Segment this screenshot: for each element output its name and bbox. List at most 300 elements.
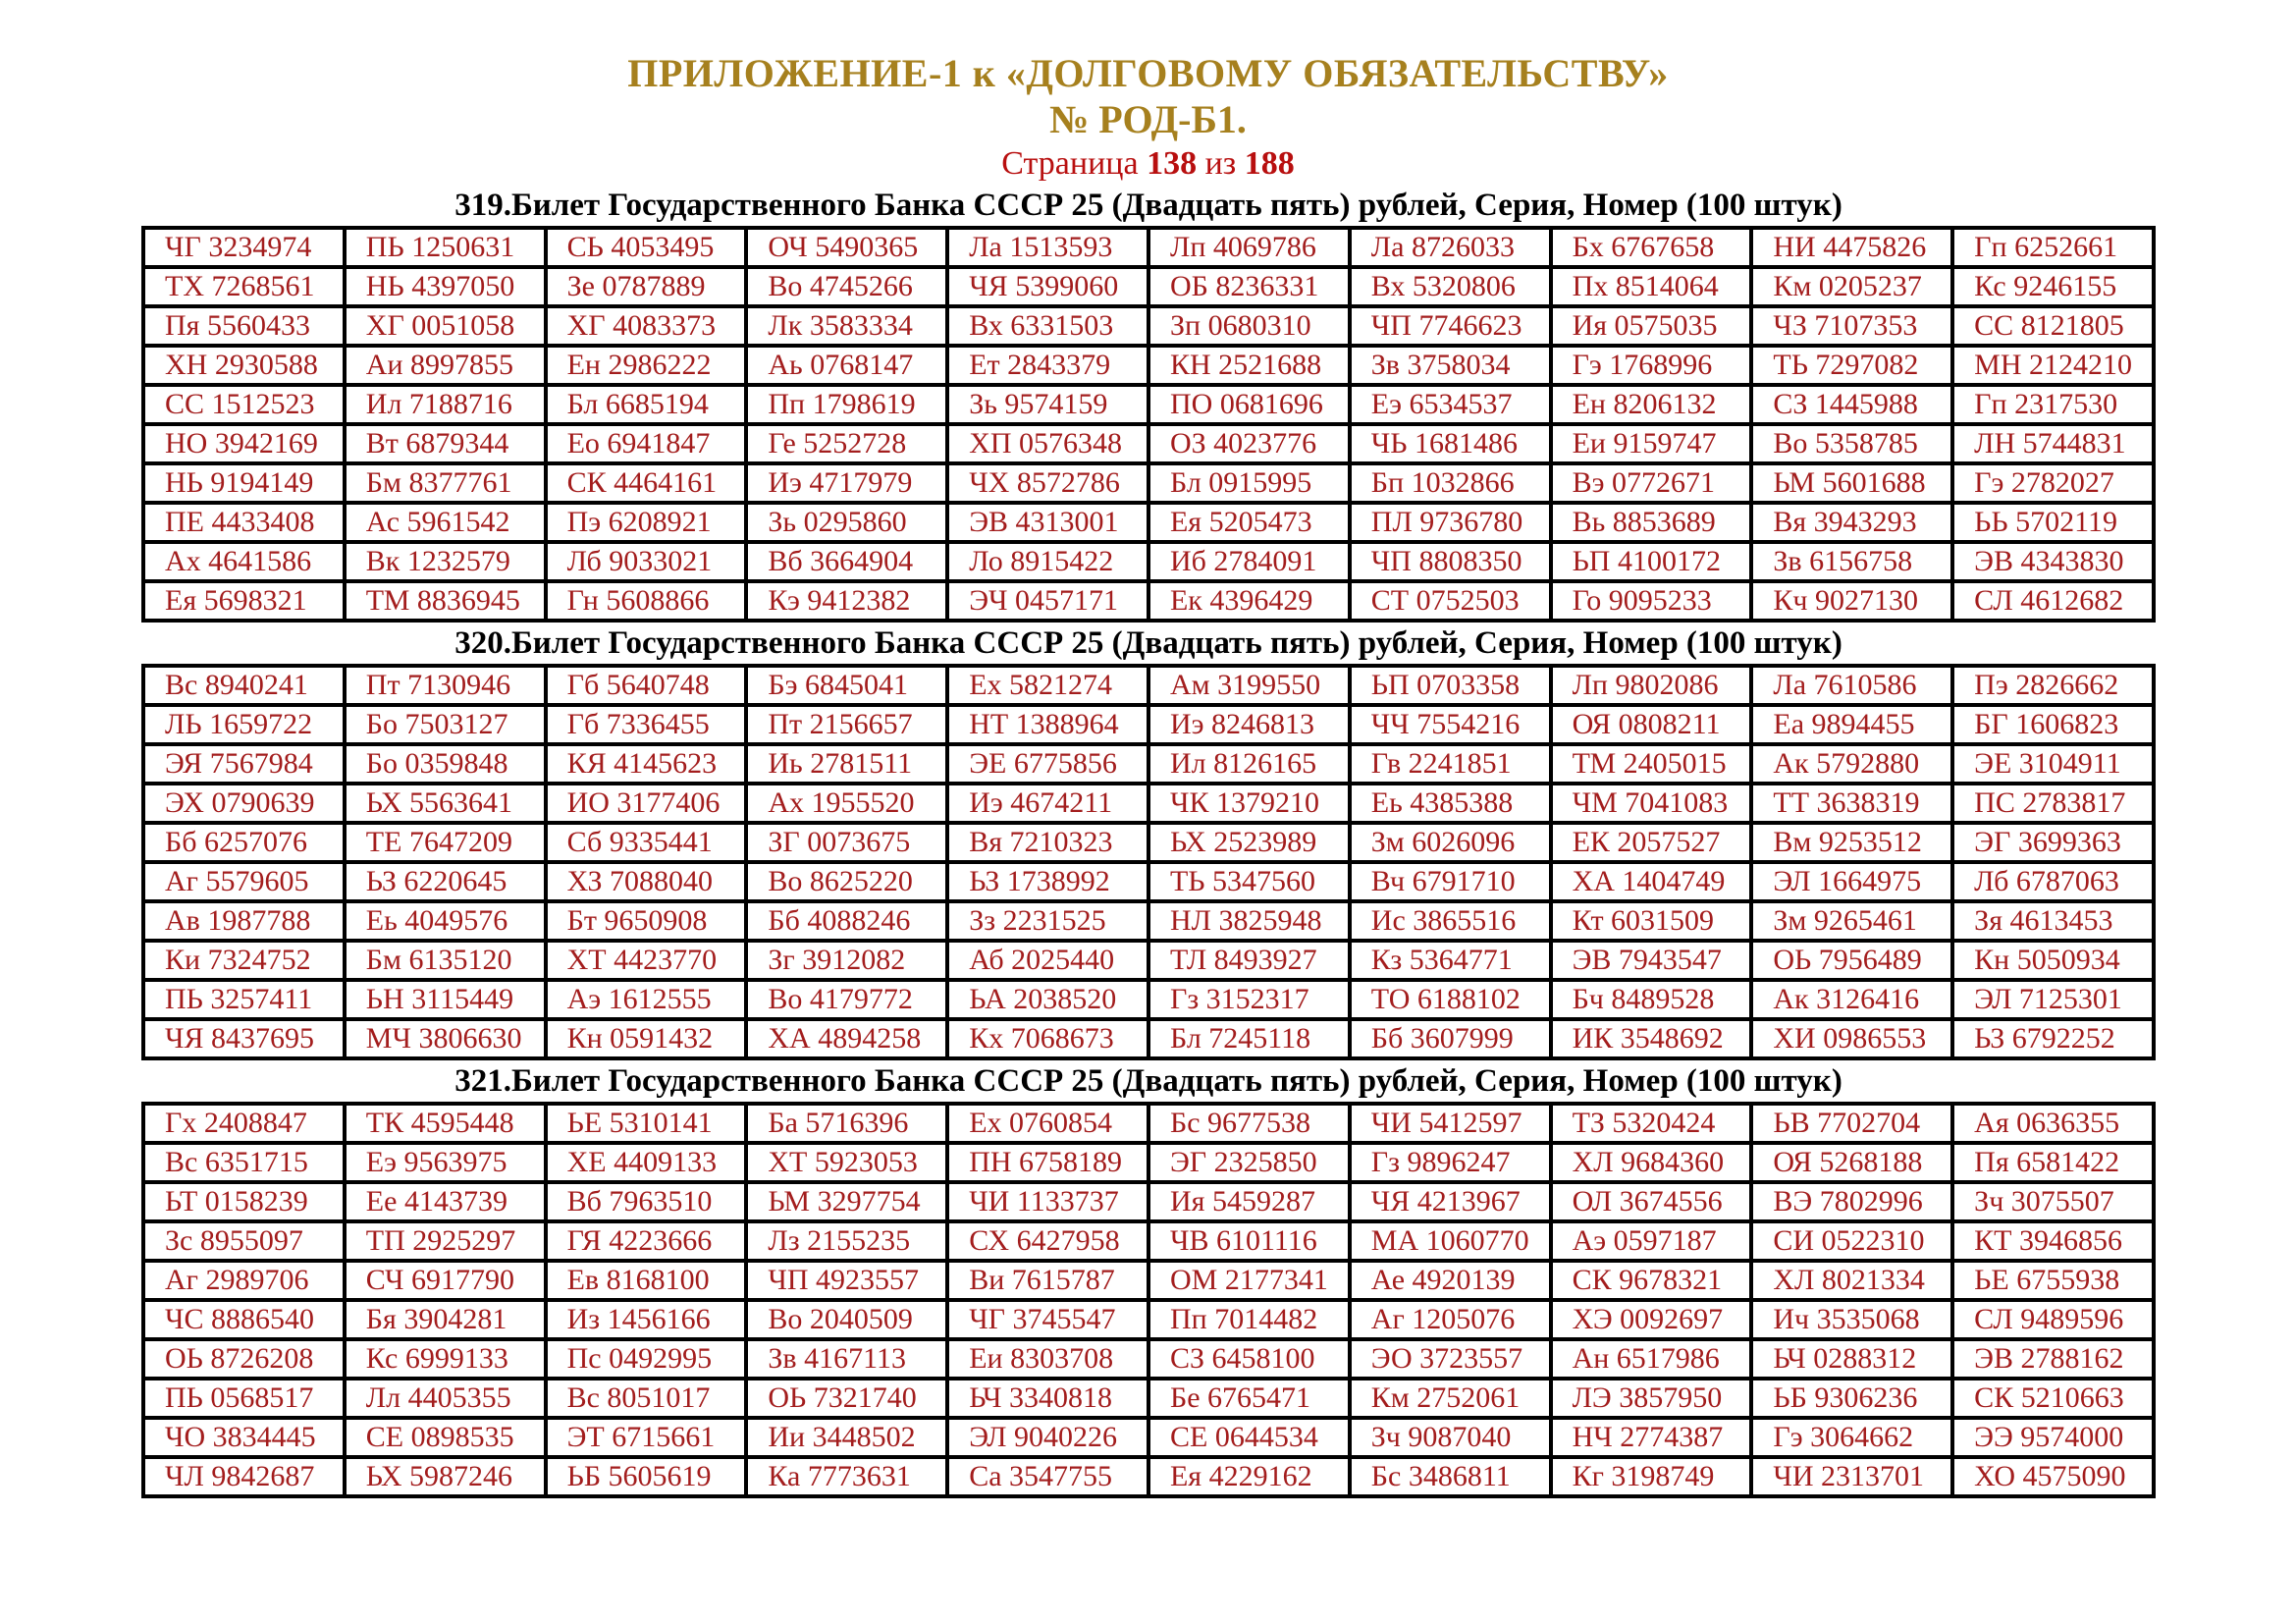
serial-cell: МЧ 3806630 (345, 1019, 546, 1058)
serial-cell: ЧК 1379210 (1148, 784, 1350, 823)
serial-cell: Еэ 6534537 (1350, 385, 1551, 424)
table-row (143, 1221, 2154, 1261)
serial-cell: Бе 6765471 (1148, 1379, 1350, 1418)
serial-cell: ЧВ 6101116 (1148, 1221, 1350, 1261)
serial-cell: ЧИ 5412597 (1350, 1104, 1551, 1143)
serials-table-321 (141, 1102, 2156, 1498)
serial-cell: Зг 3912082 (746, 941, 947, 980)
serial-cell: ТК 4595448 (345, 1104, 546, 1143)
serial-cell: Бт 9650908 (546, 901, 747, 941)
table-row (143, 267, 2154, 306)
serial-cell: Бс 3486811 (1350, 1457, 1551, 1496)
table-row (143, 901, 2154, 941)
serial-cell: ЬХ 5563641 (345, 784, 546, 823)
serial-cell: Вб 7963510 (546, 1182, 747, 1221)
serial-cell: Во 5358785 (1751, 424, 1952, 463)
serial-cell: Гэ 3064662 (1751, 1418, 1952, 1457)
serial-cell: ЬВ 7702704 (1751, 1104, 1952, 1143)
serial-cell: ХЗ 7088040 (546, 862, 747, 901)
serial-cell: ЬЧ 3340818 (947, 1379, 1148, 1418)
serial-cell: ИО 3177406 (546, 784, 747, 823)
serial-cell: Гэ 1768996 (1551, 346, 1752, 385)
serial-cell: ХГ 0051058 (345, 306, 546, 346)
serial-cell: ОЗ 4023776 (1148, 424, 1350, 463)
serial-cell: Зч 9087040 (1350, 1418, 1551, 1457)
table-title-319: 319.Билет Государственного Банка СССР 25 (Двадцать пять) рублей, Серия, Номер (100 штук) (454, 188, 1842, 223)
serial-cell: ЧЛ 9842687 (143, 1457, 345, 1496)
serial-cell: Пт 7130946 (345, 666, 546, 705)
serial-cell: Вч 6791710 (1350, 862, 1551, 901)
serial-cell: Ис 3865516 (1350, 901, 1551, 941)
serial-cell: Ек 4396429 (1148, 581, 1350, 621)
serial-cell: СЬ 4053495 (546, 228, 747, 267)
serial-cell: Бл 7245118 (1148, 1019, 1350, 1058)
table-row (143, 346, 2154, 385)
table-row (143, 862, 2154, 901)
serial-cell: Во 4745266 (746, 267, 947, 306)
serial-cell: ГЯ 4223666 (546, 1221, 747, 1261)
serial-cell: ЧГ 3234974 (143, 228, 345, 267)
serial-cell: Ак 5792880 (1751, 744, 1952, 784)
serial-cell: Пп 7014482 (1148, 1300, 1350, 1339)
serial-cell: ЗГ 0073675 (746, 823, 947, 862)
serial-cell: Аь 0768147 (746, 346, 947, 385)
serial-cell: Кс 9246155 (1952, 267, 2154, 306)
serial-cell: Еь 4385388 (1350, 784, 1551, 823)
serial-cell: Зя 4613453 (1952, 901, 2154, 941)
serial-cell: Ея 5698321 (143, 581, 345, 621)
serial-cell: ТТ 3638319 (1751, 784, 1952, 823)
serial-cell: Ав 1987788 (143, 901, 345, 941)
serial-cell: ХА 1404749 (1551, 862, 1752, 901)
serial-cell: ЧЯ 8437695 (143, 1019, 345, 1058)
serial-cell: СТ 0752503 (1350, 581, 1551, 621)
serial-cell: ЧС 8886540 (143, 1300, 345, 1339)
serial-cell: Зв 4167113 (746, 1339, 947, 1379)
serial-cell: Пя 5560433 (143, 306, 345, 346)
serial-cell: НЛ 3825948 (1148, 901, 1350, 941)
serial-cell: ЧЯ 5399060 (947, 267, 1148, 306)
table-row (143, 744, 2154, 784)
serial-cell: ПС 2783817 (1952, 784, 2154, 823)
serial-cell: Иэ 8246813 (1148, 705, 1350, 744)
serial-cell: Бм 8377761 (345, 463, 546, 503)
table-row (143, 1300, 2154, 1339)
table-row (143, 581, 2154, 621)
serial-cell: СК 9678321 (1551, 1261, 1752, 1300)
serial-cell: Аэ 0597187 (1551, 1221, 1752, 1261)
serial-cell: ЬЕ 6755938 (1952, 1261, 2154, 1300)
serial-cell: Лб 9033021 (546, 542, 747, 581)
serial-cell: Зч 3075507 (1952, 1182, 2154, 1221)
serial-cell: ТМ 2405015 (1551, 744, 1752, 784)
serial-cell: Зв 3758034 (1350, 346, 1551, 385)
serial-cell: ЭЧ 0457171 (947, 581, 1148, 621)
serial-cell: Ет 2843379 (947, 346, 1148, 385)
serial-cell: ЧГ 3745547 (947, 1300, 1148, 1339)
serial-cell: КН 2521688 (1148, 346, 1350, 385)
serial-cell: ТО 6188102 (1350, 980, 1551, 1019)
serial-cell: ЧП 4923557 (746, 1261, 947, 1300)
serial-cell: ОБ 8236331 (1148, 267, 1350, 306)
serial-cell: ОЧ 5490365 (746, 228, 947, 267)
serial-cell: ЭЛ 7125301 (1952, 980, 2154, 1019)
serial-cell: Ах 1955520 (746, 784, 947, 823)
serial-cell: ВЭ 7802996 (1751, 1182, 1952, 1221)
table-title-321: 321.Билет Государственного Банка СССР 25 (Двадцать пять) рублей, Серия, Номер (100 штук) (454, 1063, 1842, 1099)
serial-cell: Кх 7068673 (947, 1019, 1148, 1058)
serial-cell: Лб 6787063 (1952, 862, 2154, 901)
serial-cell: Ам 3199550 (1148, 666, 1350, 705)
serial-cell: Ии 3448502 (746, 1418, 947, 1457)
serial-cell: Бл 0915995 (1148, 463, 1350, 503)
page-label: Страница (1001, 145, 1139, 182)
tables-area (141, 187, 2156, 1498)
serial-cell: Ви 7615787 (947, 1261, 1148, 1300)
serial-cell: ТЛ 8493927 (1148, 941, 1350, 980)
serial-cell: Ае 4920139 (1350, 1261, 1551, 1300)
serial-cell: ЬН 3115449 (345, 980, 546, 1019)
serial-cell: Бм 6135120 (345, 941, 546, 980)
serial-cell: СИ 0522310 (1751, 1221, 1952, 1261)
serial-cell: ЭГ 3699363 (1952, 823, 2154, 862)
serial-cell: ЬХ 5987246 (345, 1457, 546, 1496)
table-row (143, 1339, 2154, 1379)
table-row (143, 1457, 2154, 1496)
serial-cell: Аг 1205076 (1350, 1300, 1551, 1339)
serial-cell: Бо 0359848 (345, 744, 546, 784)
serial-cell: Зз 2231525 (947, 901, 1148, 941)
serial-cell: Из 1456166 (546, 1300, 747, 1339)
serial-cell: ЬЕ 5310141 (546, 1104, 747, 1143)
serial-cell: СХ 6427958 (947, 1221, 1148, 1261)
serial-cell: Бб 6257076 (143, 823, 345, 862)
table-title-320: 320.Билет Государственного Банка СССР 25 (Двадцать пять) рублей, Серия, Номер (100 штук) (454, 625, 1842, 661)
serial-cell: Зь 0295860 (746, 503, 947, 542)
serial-cell: Ас 5961542 (345, 503, 546, 542)
serial-cell: ЭЕ 3104911 (1952, 744, 2154, 784)
serial-cell: СЛ 9489596 (1952, 1300, 2154, 1339)
serial-cell: ХЕ 4409133 (546, 1143, 747, 1182)
serial-cell: ЭХ 0790639 (143, 784, 345, 823)
serial-cell: Пэ 6208921 (546, 503, 747, 542)
serial-cell: ТЬ 7297082 (1751, 346, 1952, 385)
serial-cell: Во 4179772 (746, 980, 947, 1019)
table-row (143, 941, 2154, 980)
serial-cell: ЭЛ 9040226 (947, 1418, 1148, 1457)
serial-cell: Кч 9027130 (1751, 581, 1952, 621)
serial-cell: ЛН 5744831 (1952, 424, 2154, 463)
serial-cell: ТЗ 5320424 (1551, 1104, 1752, 1143)
serial-cell: ЭТ 6715661 (546, 1418, 747, 1457)
serial-cell: НЬ 9194149 (143, 463, 345, 503)
table-row (143, 1182, 2154, 1221)
serial-cell: Зп 0680310 (1148, 306, 1350, 346)
serial-cell: Гв 2241851 (1350, 744, 1551, 784)
serial-cell: Пх 8514064 (1551, 267, 1752, 306)
serial-cell: ОЯ 0808211 (1551, 705, 1752, 744)
serial-cell: Лз 2155235 (746, 1221, 947, 1261)
serial-cell: НТ 1388964 (947, 705, 1148, 744)
serial-cell: Бп 1032866 (1350, 463, 1551, 503)
serial-cell: КЯ 4145623 (546, 744, 747, 784)
table-row (143, 1019, 2154, 1058)
serial-cell: Гп 6252661 (1952, 228, 2154, 267)
serial-cell: ЭО 3723557 (1350, 1339, 1551, 1379)
serial-cell: ЬЬ 5702119 (1952, 503, 2154, 542)
serial-cell: СЕ 0898535 (345, 1418, 546, 1457)
serial-cell: ЧЗ 7107353 (1751, 306, 1952, 346)
serial-cell: СЛ 4612682 (1952, 581, 2154, 621)
serial-cell: ЬБ 5605619 (546, 1457, 747, 1496)
serial-cell: Кэ 9412382 (746, 581, 947, 621)
serial-cell: Ки 7324752 (143, 941, 345, 980)
page-of-word: из (1204, 145, 1237, 182)
serial-cell: Лк 3583334 (746, 306, 947, 346)
table-row (143, 542, 2154, 581)
serial-cell: ХП 0576348 (947, 424, 1148, 463)
serial-cell: Гз 9896247 (1350, 1143, 1551, 1182)
table-row (143, 705, 2154, 744)
serial-cell: Кн 0591432 (546, 1019, 747, 1058)
serial-cell: Ла 1513593 (947, 228, 1148, 267)
serial-cell: Ан 6517986 (1551, 1339, 1752, 1379)
serial-cell: Ак 3126416 (1751, 980, 1952, 1019)
serial-cell: Бб 4088246 (746, 901, 947, 941)
serial-cell: НЧ 2774387 (1551, 1418, 1752, 1457)
serials-table-320 (141, 664, 2156, 1060)
serial-cell: НИ 4475826 (1751, 228, 1952, 267)
serial-cell: ЬМ 3297754 (746, 1182, 947, 1221)
serial-cell: Ео 6941847 (546, 424, 747, 463)
serial-cell: СЕ 0644534 (1148, 1418, 1350, 1457)
serial-cell: ПЛ 9736780 (1350, 503, 1551, 542)
serial-cell: ЧО 3834445 (143, 1418, 345, 1457)
serial-cell: Ен 8206132 (1551, 385, 1752, 424)
serial-cell: Иб 2784091 (1148, 542, 1350, 581)
serial-cell: ОМ 2177341 (1148, 1261, 1350, 1300)
serial-cell: Вс 8940241 (143, 666, 345, 705)
serial-cell: СЗ 1445988 (1751, 385, 1952, 424)
serial-cell: Кг 3198749 (1551, 1457, 1752, 1496)
serial-cell: Пя 6581422 (1952, 1143, 2154, 1182)
serial-cell: ОЬ 7956489 (1751, 941, 1952, 980)
serial-cell: ЬХ 2523989 (1148, 823, 1350, 862)
serial-cell: ЧЬ 1681486 (1350, 424, 1551, 463)
serial-cell: ЧИ 1133737 (947, 1182, 1148, 1221)
serial-cell: ЛЬ 1659722 (143, 705, 345, 744)
serial-cell: ОЯ 5268188 (1751, 1143, 1952, 1182)
serial-cell: Ге 5252728 (746, 424, 947, 463)
serial-cell: ХН 2930588 (143, 346, 345, 385)
table-row (143, 1104, 2154, 1143)
serial-cell: ТХ 7268561 (143, 267, 345, 306)
table-row (143, 1261, 2154, 1300)
serial-cell: Во 2040509 (746, 1300, 947, 1339)
serial-cell: Ба 5716396 (746, 1104, 947, 1143)
serial-cell: ПО 0681696 (1148, 385, 1350, 424)
serial-cell: НО 3942169 (143, 424, 345, 463)
serial-cell: ЧП 8808350 (1350, 542, 1551, 581)
serial-cell: ИК 3548692 (1551, 1019, 1752, 1058)
serial-cell: Иэ 4674211 (947, 784, 1148, 823)
serial-cell: Пс 0492995 (546, 1339, 747, 1379)
serial-cell: Сб 9335441 (546, 823, 747, 862)
serial-cell: Ил 7188716 (345, 385, 546, 424)
serial-cell: Зм 9265461 (1751, 901, 1952, 941)
serial-cell: ХО 4575090 (1952, 1457, 2154, 1496)
serial-cell: ПЬ 0568517 (143, 1379, 345, 1418)
table-row (143, 1418, 2154, 1457)
table-row (143, 503, 2154, 542)
table-row (143, 980, 2154, 1019)
serial-cell: ЧП 7746623 (1350, 306, 1551, 346)
serial-cell: ОЬ 8726208 (143, 1339, 345, 1379)
serial-cell: Са 3547755 (947, 1457, 1148, 1496)
serials-table-319 (141, 226, 2156, 623)
table-row (143, 784, 2154, 823)
serial-cell: Км 2752061 (1350, 1379, 1551, 1418)
serial-cell: Ее 4143739 (345, 1182, 546, 1221)
serial-cell: СЗ 6458100 (1148, 1339, 1350, 1379)
serial-cell: Еа 9894455 (1751, 705, 1952, 744)
serial-cell: ТЬ 5347560 (1148, 862, 1350, 901)
serial-cell: Вь 8853689 (1551, 503, 1752, 542)
serial-cell: ЬЧ 0288312 (1751, 1339, 1952, 1379)
serial-cell: СС 1512523 (143, 385, 345, 424)
serial-cell: Зе 0787889 (546, 267, 747, 306)
serial-cell: Гн 5608866 (546, 581, 747, 621)
serial-cell: Лп 9802086 (1551, 666, 1752, 705)
serial-cell: Ка 7773631 (746, 1457, 947, 1496)
serial-cell: Еь 4049576 (345, 901, 546, 941)
serial-cell: Вт 6879344 (345, 424, 546, 463)
serial-cell: ХИ 0986553 (1751, 1019, 1952, 1058)
serial-cell: Иь 2781511 (746, 744, 947, 784)
serial-cell: Еэ 9563975 (345, 1143, 546, 1182)
serial-cell: ТМ 8836945 (345, 581, 546, 621)
serial-cell: Км 0205237 (1751, 267, 1952, 306)
serial-cell: ЭВ 4343830 (1952, 542, 2154, 581)
serial-cell: ЬБ 9306236 (1751, 1379, 1952, 1418)
serial-cell: Ея 5205473 (1148, 503, 1350, 542)
serial-cell: Гэ 2782027 (1952, 463, 2154, 503)
serial-cell: Гз 3152317 (1148, 980, 1350, 1019)
serial-cell: Ен 2986222 (546, 346, 747, 385)
table-row (143, 666, 2154, 705)
serial-cell: Аи 8997855 (345, 346, 546, 385)
serial-cell: ХЭ 0092697 (1551, 1300, 1752, 1339)
document-number: № РОД-Б1. (1049, 97, 1247, 141)
serial-cell: ХА 4894258 (746, 1019, 947, 1058)
serial-cell: ЛЭ 3857950 (1551, 1379, 1752, 1418)
serial-cell: Ех 0760854 (947, 1104, 1148, 1143)
serial-cell: Пэ 2826662 (1952, 666, 2154, 705)
serial-cell: Кз 5364771 (1350, 941, 1551, 980)
table-row (143, 424, 2154, 463)
serial-cell: ПН 6758189 (947, 1143, 1148, 1182)
serial-cell: Бэ 6845041 (746, 666, 947, 705)
serial-cell: Вс 6351715 (143, 1143, 345, 1182)
serial-cell: Пт 2156657 (746, 705, 947, 744)
table-row (143, 306, 2154, 346)
serial-cell: Ея 4229162 (1148, 1457, 1350, 1496)
serial-cell: ЭЕ 6775856 (947, 744, 1148, 784)
serial-cell: ЬА 2038520 (947, 980, 1148, 1019)
serial-cell: ЭЯ 7567984 (143, 744, 345, 784)
serial-cell: ПЕ 4433408 (143, 503, 345, 542)
serial-cell: СК 5210663 (1952, 1379, 2154, 1418)
serial-cell: МН 2124210 (1952, 346, 2154, 385)
serial-cell: БГ 1606823 (1952, 705, 2154, 744)
serial-cell: Ла 8726033 (1350, 228, 1551, 267)
serial-cell: Бс 9677538 (1148, 1104, 1350, 1143)
serial-cell: ЧЯ 4213967 (1350, 1182, 1551, 1221)
serial-cell: КТ 3946856 (1952, 1221, 2154, 1261)
document-header (0, 0, 2296, 185)
serial-cell: ЕК 2057527 (1551, 823, 1752, 862)
page-current: 138 (1147, 145, 1198, 182)
serial-cell: Вэ 0772671 (1551, 463, 1752, 503)
serial-cell: Лл 4405355 (345, 1379, 546, 1418)
serial-cell: Бб 3607999 (1350, 1019, 1551, 1058)
serial-cell: Аг 2989706 (143, 1261, 345, 1300)
serial-cell: Пп 1798619 (746, 385, 947, 424)
page-total: 188 (1244, 145, 1295, 182)
serial-cell: ОЛ 3674556 (1551, 1182, 1752, 1221)
serial-cell: Гп 2317530 (1952, 385, 2154, 424)
serial-cell: Бо 7503127 (345, 705, 546, 744)
serial-cell: Еи 8303708 (947, 1339, 1148, 1379)
serial-cell: ПЬ 3257411 (143, 980, 345, 1019)
page-indicator (0, 143, 2296, 185)
serial-cell: Гб 5640748 (546, 666, 747, 705)
table-row (143, 228, 2154, 267)
serial-cell: ЧИ 2313701 (1751, 1457, 1952, 1496)
serial-cell: ХГ 4083373 (546, 306, 747, 346)
table-row (143, 463, 2154, 503)
serial-cell: Аг 5579605 (143, 862, 345, 901)
serial-cell: ХТ 5923053 (746, 1143, 947, 1182)
serial-cell: ТП 2925297 (345, 1221, 546, 1261)
serial-cell: Вх 5320806 (1350, 267, 1551, 306)
serial-cell: СК 4464161 (546, 463, 747, 503)
serial-cell: Вх 6331503 (947, 306, 1148, 346)
serial-cell: Аэ 1612555 (546, 980, 747, 1019)
table-row (143, 385, 2154, 424)
serial-cell: Аб 2025440 (947, 941, 1148, 980)
serial-cell: ЬТ 0158239 (143, 1182, 345, 1221)
serial-cell: ТЕ 7647209 (345, 823, 546, 862)
serial-cell: Кт 6031509 (1551, 901, 1752, 941)
serial-cell: СЧ 6917790 (345, 1261, 546, 1300)
serial-cell: Вя 7210323 (947, 823, 1148, 862)
appendix-title: ПРИЛОЖЕНИЕ-1 к «ДОЛГОВОМУ ОБЯЗАТЕЛЬСТВУ» (627, 51, 1669, 95)
serial-cell: Зь 9574159 (947, 385, 1148, 424)
serial-cell: ЬМ 5601688 (1751, 463, 1952, 503)
serial-cell: ЭВ 2788162 (1952, 1339, 2154, 1379)
table-row (143, 1143, 2154, 1182)
serial-cell: ЬП 0703358 (1350, 666, 1551, 705)
serial-cell: Ло 8915422 (947, 542, 1148, 581)
serial-cell: Бл 6685194 (546, 385, 747, 424)
serial-cell: ЭГ 2325850 (1148, 1143, 1350, 1182)
serial-cell: Вс 8051017 (546, 1379, 747, 1418)
serial-cell: Лп 4069786 (1148, 228, 1350, 267)
serial-cell: Го 9095233 (1551, 581, 1752, 621)
serial-cell: Кс 6999133 (345, 1339, 546, 1379)
serial-cell: Гх 2408847 (143, 1104, 345, 1143)
